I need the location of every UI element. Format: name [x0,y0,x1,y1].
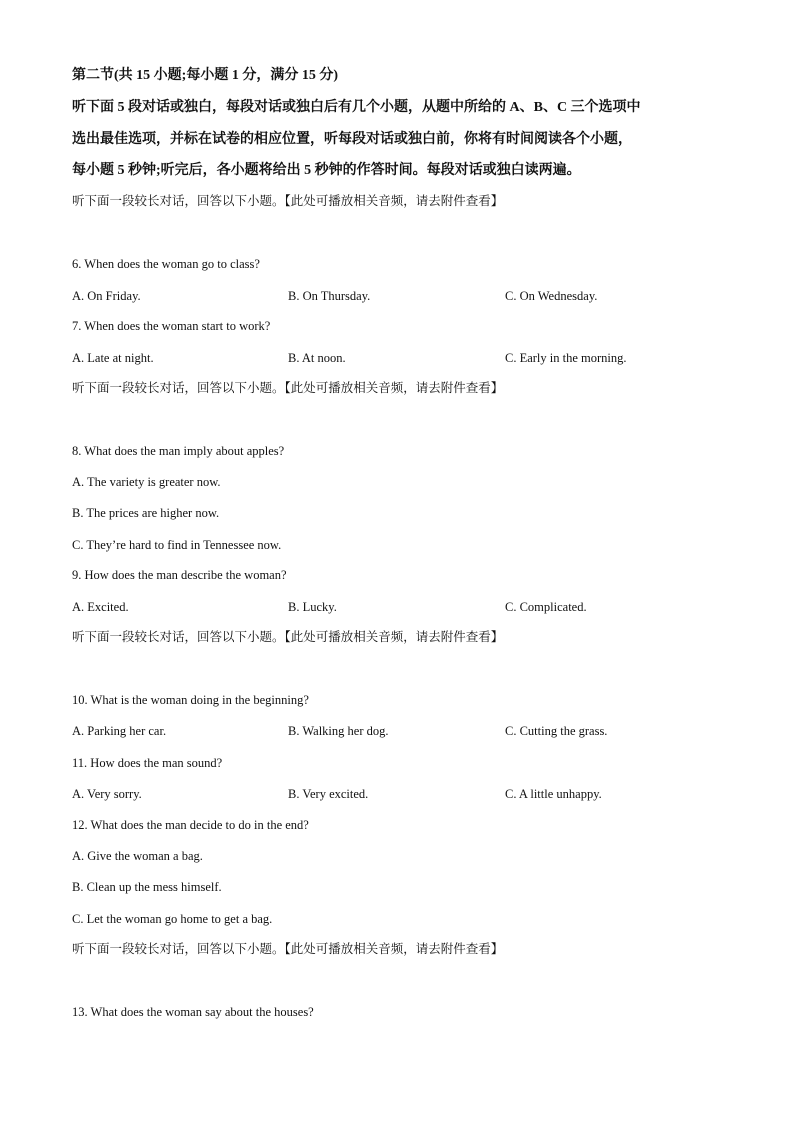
question-6-option-c: C. On Wednesday. [505,289,598,303]
question-10-option-b: B. Walking her dog. [288,724,389,738]
question-10-option-a: A. Parking her car. [72,724,167,738]
question-6-option-a: A. On Friday. [72,289,141,303]
section-title: 第二节(共 15 小题;每小题 1 分，满分 15 分) [72,68,338,83]
audio-note: 听下面一段较长对话，回答以下小题。【此处可播放相关音频，请去附件查看】 [72,630,504,644]
question-9-option-c: C. Complicated. [505,600,587,614]
question-7-option-a: A. Late at night. [72,351,154,365]
question-11-option-c: C. A little unhappy. [505,787,602,801]
instructions-line-1: 听下面 5 段对话或独白，每段对话或独白后有几个小题，从题中所给的 A、B、C 三个选项中 [72,100,641,115]
question-9-option-a: A. Excited. [72,600,129,614]
question-6-stem: 6. When does the woman go to class? [72,257,260,271]
instructions-line-3: 每小题 5 秒钟;听完后，各小题将给出 5 秒钟的作答时间。每段对话或独白读两遍。 [72,163,581,178]
question-9-stem: 9. How does the man describe the woman? [72,568,287,582]
question-12-stem: 12. What does the man decide to do in the end? [72,818,309,832]
question-7-stem: 7. When does the woman start to work? [72,319,271,333]
question-12-option-b: B. Clean up the mess himself. [72,880,222,894]
audio-note: 听下面一段较长对话，回答以下小题。【此处可播放相关音频，请去附件查看】 [72,942,504,956]
question-11-stem: 11. How does the man sound? [72,756,223,770]
audio-note: 听下面一段较长对话，回答以下小题。【此处可播放相关音频，请去附件查看】 [72,194,504,208]
question-8-option-c: C. They’re hard to find in Tennessee now. [72,538,282,552]
question-13-stem: 13. What does the woman say about the houses? [72,1005,314,1019]
question-12-option-c: C. Let the woman go home to get a bag. [72,912,273,926]
question-9-option-b: B. Lucky. [288,600,337,614]
question-8-stem: 8. What does the man imply about apples? [72,444,285,458]
question-11-option-a: A. Very sorry. [72,787,142,801]
question-11-option-b: B. Very excited. [288,787,369,801]
question-7-option-c: C. Early in the morning. [505,351,627,365]
question-12-option-a: A. Give the woman a bag. [72,849,203,863]
question-6-option-b: B. On Thursday. [288,289,371,303]
question-8-option-b: B. The prices are higher now. [72,506,220,520]
question-8-option-a: A. The variety is greater now. [72,475,221,489]
question-7-option-b: B. At noon. [288,351,346,365]
question-10-stem: 10. What is the woman doing in the beginning? [72,693,309,707]
audio-note: 听下面一段较长对话，回答以下小题。【此处可播放相关音频，请去附件查看】 [72,381,504,395]
question-10-option-c: C. Cutting the grass. [505,724,608,738]
instructions-line-2: 选出最佳选项，并标在试卷的相应位置，听每段对话或独白前，你将有时间阅读各个小题， [72,132,632,147]
